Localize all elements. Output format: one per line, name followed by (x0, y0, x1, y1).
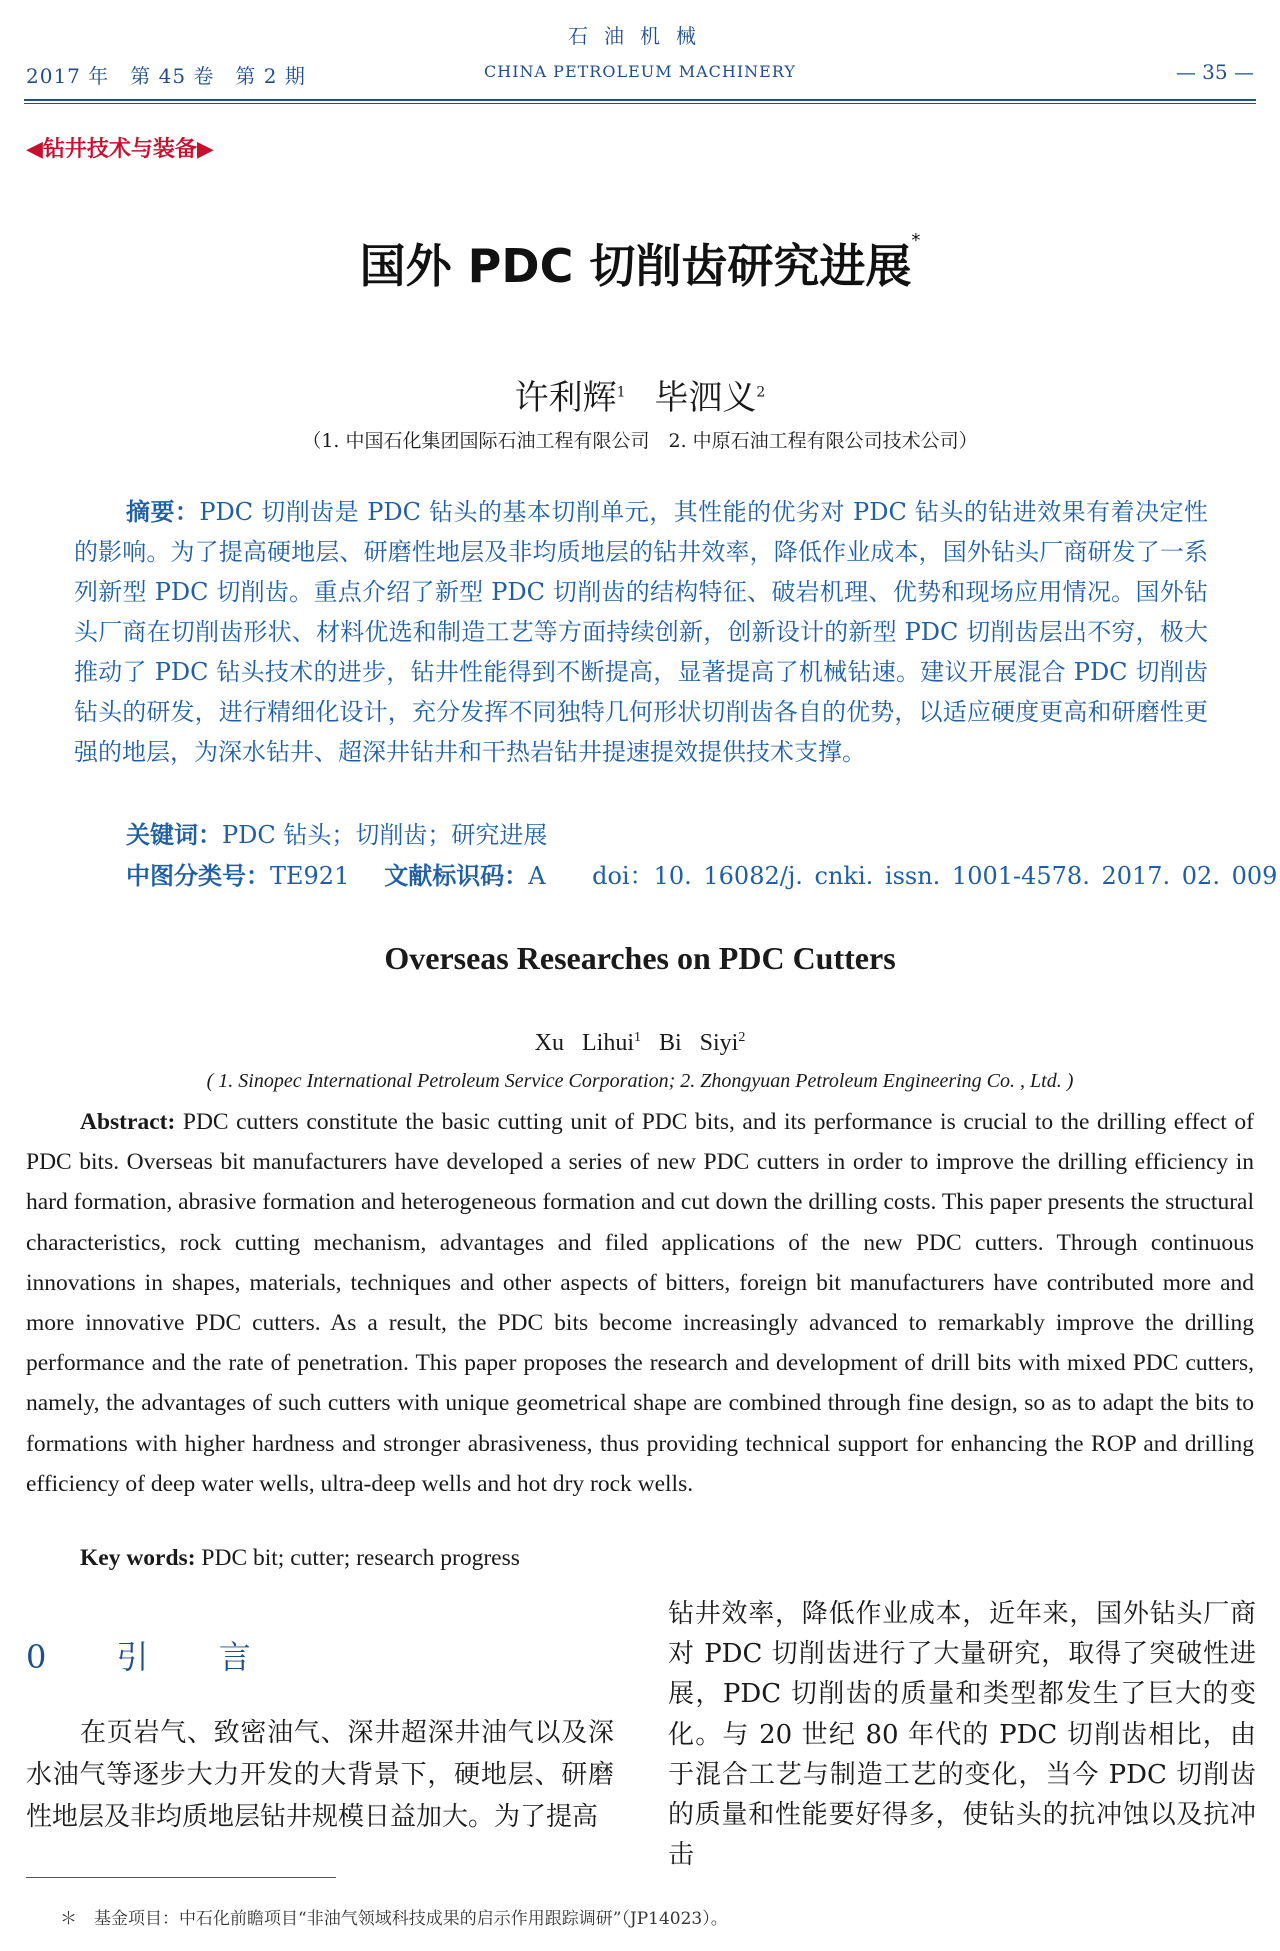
section-tag: ◀钻井技术与装备▶ (26, 137, 214, 162)
doc-code-value: A (528, 862, 546, 890)
keywords-cn-label: 关键词： (126, 821, 222, 849)
section-heading-intro: 0 引 言 (26, 1638, 281, 1676)
author-cn-2-affil: 2 (756, 384, 766, 401)
author-en-2-affil: 2 (738, 1030, 746, 1045)
keywords-en-label: Key words: (80, 1545, 196, 1571)
clc-label: 中图分类号： (126, 862, 270, 890)
doi-value: 10. 16082/j. cnki. issn. 1001-4578. 2017. 02. 009 (653, 862, 1278, 890)
footnote: ＊ 基金项目：中石化前瞻项目“非油气领域科技成果的启示作用跟踪调研”（JP14023）。 (60, 1909, 728, 1929)
author-en-1-affil: 1 (633, 1030, 641, 1045)
clc-value: TE921 (270, 862, 350, 890)
abstract-cn-label: 摘要： (126, 498, 200, 526)
header-divider-thin (24, 103, 1256, 104)
body-column-left: 在页岩气、致密油气、深井超深井油气以及深水油气等逐步大力开发的大背景下，硬地层、研磨性地层及非均质地层钻井规模日益加大。为了提高 (26, 1718, 614, 1832)
author-en-1: Xu Lihui (534, 1030, 634, 1056)
header-divider (24, 99, 1256, 101)
keywords-en-text: PDC bit; cutter; research progress (201, 1545, 520, 1571)
authors-en (0, 1030, 1280, 1057)
title-footnote-mark: * (911, 230, 921, 251)
issue-info: 2017 年 第 45 卷 第 2 期 (26, 64, 306, 88)
author-en-2: Bi Siyi (658, 1030, 739, 1056)
doi-label: doi： (592, 862, 654, 890)
affiliation-cn: （1. 中国石化集团国际石油工程有限公司 2. 中原石油工程有限公司技术公司） (302, 430, 978, 452)
page-number: — 35 — (1175, 60, 1254, 84)
keywords-cn (126, 815, 547, 850)
affiliation-en: ( 1. Sinopec International Petroleum Service Corporation; 2. Zhongyuan Petroleum Engineering Co. , Ltd. ) (206, 1070, 1074, 1092)
author-cn-1-affil: 1 (616, 384, 626, 401)
keywords-en (80, 1545, 520, 1572)
paper-title-en: Overseas Researches on PDC Cutters (384, 940, 896, 976)
authors-cn (0, 370, 1280, 419)
abstract-en (26, 1102, 1254, 1504)
abstract-en-text: PDC cutters constitute the basic cutting unit of PDC bits, and its performance is crucial to the drilling effect of PDC bits. Overseas bit manufacturers have developed a series of new PDC cutters in order to improve the drilling efficiency in hard formation, abrasive formation and heterogeneous formation and cut down the drilling costs. This paper presents the structural characteristics, rock cutting mechanism, advantages and filed applications of the new PDC cutters. Through continuous innovations in shapes, materials, techniques and other aspects of bitters, foreign bit manufacturers have contributed more and more innovative PDC cutters. As a result, the PDC bits become increasingly advanced to remarkably improve the drilling performance and the rate of penetration. This paper proposes the research and development of drill bits with mixed PDC cutters, namely, the advantages of such cutters with unique geometrical shape are combined through fine design, so as to adapt the bits to formations with higher hardness and stronger abrasiveness, thus providing technical support for enhancing the ROP and drilling efficiency of deep water wells, ultra-deep wells and hot dry rock wells. (26, 1109, 1254, 1497)
doc-code-label: 文献标识码： (384, 862, 529, 890)
paper-title (0, 230, 1280, 296)
keywords-cn-text: PDC 钻头；切削齿；研究进展 (222, 821, 548, 849)
abstract-cn-text: PDC 切削齿是 PDC 钻头的基本切削单元，其性能的优劣对 PDC 钻头的钻进效果有着决定性的影响。为了提高硬地层、研磨性地层及非均质地层的钻井效率，降低作业成本，国外钻头厂商研发了一系列新型 PDC 切削齿。重点介绍了新型 PDC 切削齿的结构特征、破岩机理、优势和现场应用情况。国外钻头厂商在切削齿形状、材料优选和制造工艺等方面持续创新，创新设计的新型 PDC 切削齿层出不穷，极大推动了 PDC 钻头技术的进步，钻井性能得到不断提高，显著提高了机械钻速。建议开展混合 PDC 切削齿钻头的研发，进行精细化设计，充分发挥不同独特几何形状切削齿各自的优势，以适应硬度更高和研磨性更强的地层，为深水钻井、超深井钻井和干热岩钻井提速提效提供技术支撑。 (74, 498, 1209, 766)
journal-name-cn: 石油机械 (568, 24, 712, 48)
footnote-divider (26, 1877, 336, 1878)
abstract-en-label: Abstract: (80, 1109, 176, 1135)
author-cn-1: 许利辉 (514, 378, 617, 418)
journal-name-en: CHINA PETROLEUM MACHINERY (484, 62, 796, 81)
paper-title-text: 国外 PDC 切削齿研究进展 (359, 239, 912, 293)
body-column-right: 钻井效率，降低作业成本，近年来，国外钻头厂商对 PDC 切削齿进行了大量研究，取得了突破性进展，PDC 切削齿的质量和类型都发生了巨大的变化。与 20 世纪 80 年代的 PDC 切削齿相比，由于混合工艺与制造工艺的变化，当今 PDC 切削齿的质量和性能要好得多，使钻头的抗冲蚀以及抗冲击 (668, 1599, 1256, 1871)
abstract-cn (74, 492, 1208, 772)
classification-line (126, 856, 1277, 891)
author-cn-2: 毕泗义 (654, 378, 757, 418)
